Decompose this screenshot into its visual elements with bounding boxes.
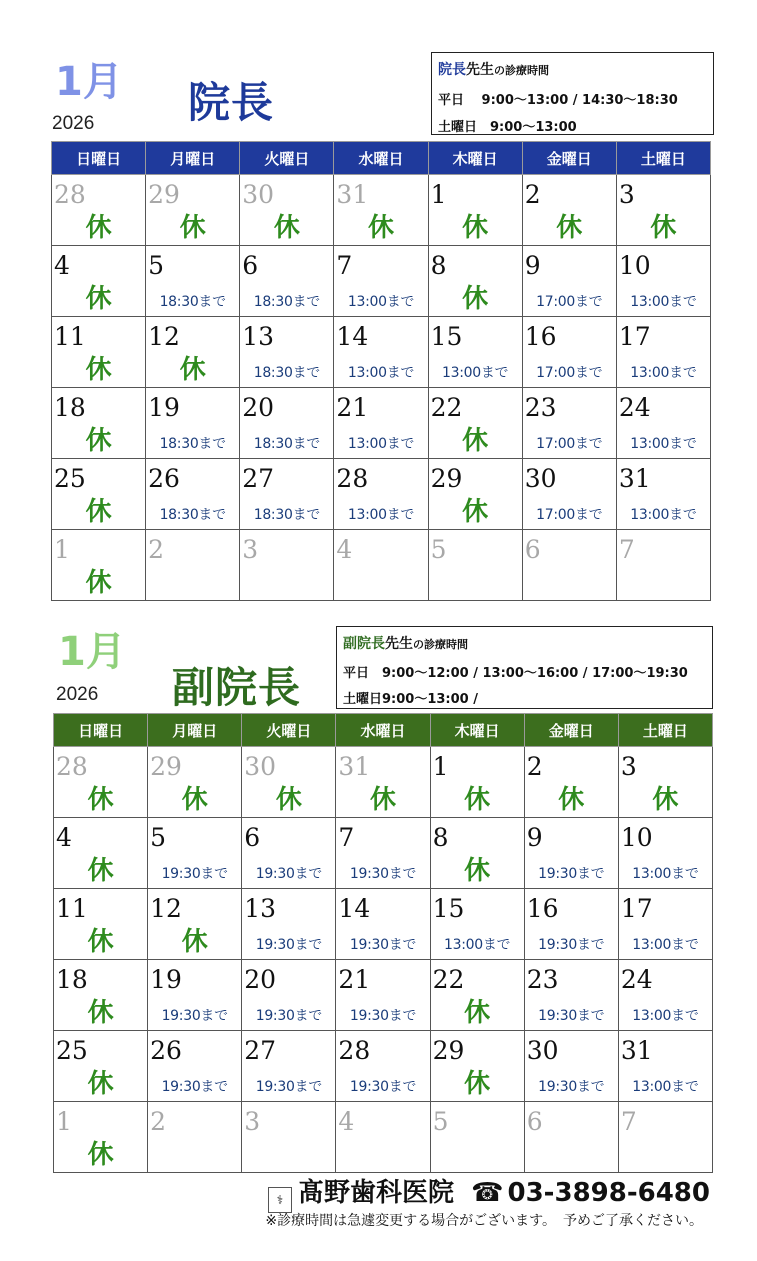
day-number: 25 bbox=[56, 1036, 88, 1065]
closing-time: 19:30まで bbox=[161, 1079, 228, 1095]
day-number: 2 bbox=[524, 180, 541, 209]
closing-time: 18:30まで bbox=[253, 365, 320, 381]
day-number: 19 bbox=[148, 393, 180, 422]
hours-info-rest-1: 先生 bbox=[466, 62, 494, 78]
closed-mark: 休 bbox=[464, 785, 491, 815]
day-cell bbox=[616, 388, 710, 459]
day-number: 12 bbox=[148, 322, 180, 351]
day-cell bbox=[242, 1031, 336, 1102]
closed-mark: 休 bbox=[87, 927, 114, 957]
day-cell bbox=[616, 175, 710, 246]
day-cell bbox=[430, 1031, 524, 1102]
weekday-header: 火曜日 bbox=[242, 714, 336, 747]
month-label-1: 1月 bbox=[55, 59, 123, 105]
closing-time: 19:30まで bbox=[349, 937, 417, 953]
closing-time: 13:00まで bbox=[632, 1079, 699, 1095]
schedule-note: ※診療時間は急遽変更する場合がございます。 予めご了承ください。 bbox=[265, 1213, 703, 1229]
day-cell bbox=[240, 317, 334, 388]
day-number: 22 bbox=[430, 393, 463, 422]
day-cell bbox=[428, 317, 522, 388]
day-cell bbox=[618, 960, 712, 1031]
hours-info-box-1 bbox=[431, 52, 714, 135]
day-cell bbox=[54, 1102, 148, 1173]
day-number: 27 bbox=[244, 1036, 277, 1065]
day-cell bbox=[54, 1031, 148, 1102]
day-number: 22 bbox=[432, 965, 465, 994]
closed-mark: 休 bbox=[369, 785, 396, 815]
doctor-title-1: 院長 bbox=[188, 78, 275, 127]
closing-time: 17:00まで bbox=[536, 294, 603, 310]
closed-mark: 休 bbox=[558, 785, 585, 815]
day-cell bbox=[430, 747, 524, 818]
closed-mark: 休 bbox=[87, 1069, 114, 1099]
day-cell bbox=[242, 889, 336, 960]
day-number: 1 bbox=[56, 1107, 72, 1136]
day-number: 2 bbox=[150, 1107, 167, 1136]
day-number: 1 bbox=[430, 180, 447, 209]
day-number: 21 bbox=[338, 965, 371, 994]
week-row bbox=[52, 530, 711, 601]
day-cell bbox=[240, 175, 334, 246]
day-number: 3 bbox=[618, 180, 635, 209]
day-number: 6 bbox=[526, 1107, 543, 1136]
day-number: 28 bbox=[338, 1036, 371, 1065]
day-cell bbox=[524, 747, 618, 818]
weekday-header-row bbox=[54, 714, 713, 747]
day-number: 24 bbox=[618, 393, 651, 422]
weekday-header: 日曜日 bbox=[52, 142, 146, 175]
phone-icon: ☎ bbox=[471, 1178, 504, 1208]
weekday-header-row bbox=[52, 142, 711, 175]
closed-mark: 休 bbox=[464, 998, 491, 1028]
day-cell bbox=[522, 530, 616, 601]
weekday-header: 木曜日 bbox=[428, 142, 522, 175]
day-number: 7 bbox=[336, 251, 353, 280]
day-cell bbox=[148, 1031, 242, 1102]
day-number: 16 bbox=[524, 322, 557, 351]
weekday-header: 水曜日 bbox=[334, 142, 428, 175]
closing-time: 13:00まで bbox=[347, 436, 415, 452]
day-cell bbox=[52, 246, 146, 317]
day-cell bbox=[146, 317, 240, 388]
closing-time: 13:00まで bbox=[444, 937, 511, 953]
day-number: 4 bbox=[54, 251, 70, 280]
closed-mark: 休 bbox=[179, 355, 206, 385]
day-number: 31 bbox=[618, 464, 651, 493]
hours-info-title-2 bbox=[343, 633, 468, 653]
clinic-phone[interactable]: 03-3898-6480 bbox=[507, 1178, 710, 1208]
day-number: 15 bbox=[432, 894, 465, 923]
day-cell bbox=[52, 317, 146, 388]
day-number: 1 bbox=[54, 535, 70, 564]
day-cell bbox=[430, 1102, 524, 1173]
day-number: 20 bbox=[244, 965, 277, 994]
day-cell bbox=[54, 889, 148, 960]
day-number: 2 bbox=[526, 752, 543, 781]
closed-mark: 休 bbox=[462, 426, 489, 456]
day-number: 3 bbox=[242, 535, 259, 564]
week-row bbox=[54, 818, 713, 889]
day-cell bbox=[522, 459, 616, 530]
week-row bbox=[52, 246, 711, 317]
day-cell bbox=[524, 960, 618, 1031]
day-number: 31 bbox=[620, 1036, 653, 1065]
day-number: 10 bbox=[620, 823, 653, 852]
day-number: 24 bbox=[620, 965, 653, 994]
day-number: 31 bbox=[336, 180, 369, 209]
day-cell bbox=[618, 1102, 712, 1173]
day-cell bbox=[522, 317, 616, 388]
closing-time: 13:00まで bbox=[347, 507, 415, 523]
hours-info-doctor-2: 副院長 bbox=[343, 636, 385, 652]
closed-mark: 休 bbox=[87, 1140, 114, 1170]
day-cell bbox=[146, 459, 240, 530]
day-cell bbox=[428, 459, 522, 530]
closed-mark: 休 bbox=[87, 785, 114, 815]
day-cell bbox=[336, 747, 430, 818]
day-number: 5 bbox=[148, 251, 165, 280]
day-number: 7 bbox=[338, 823, 355, 852]
closing-time: 19:30まで bbox=[538, 1008, 605, 1024]
closing-time: 18:30まで bbox=[253, 507, 320, 523]
closing-time: 18:30まで bbox=[253, 436, 320, 452]
day-cell bbox=[616, 530, 710, 601]
day-number: 8 bbox=[432, 823, 449, 852]
day-cell bbox=[242, 1102, 336, 1173]
closed-mark: 休 bbox=[650, 213, 677, 243]
day-cell bbox=[336, 818, 430, 889]
day-number: 6 bbox=[242, 251, 259, 280]
clinic-logo-icon: ⚕ bbox=[268, 1187, 292, 1213]
day-cell bbox=[240, 459, 334, 530]
weekday-header: 火曜日 bbox=[240, 142, 334, 175]
closing-time: 13:00まで bbox=[632, 937, 699, 953]
day-number: 8 bbox=[430, 251, 447, 280]
closing-time: 19:30まで bbox=[161, 1008, 228, 1024]
day-cell bbox=[334, 530, 428, 601]
day-cell bbox=[52, 459, 146, 530]
closed-mark: 休 bbox=[275, 785, 302, 815]
day-cell bbox=[52, 388, 146, 459]
day-cell bbox=[428, 388, 522, 459]
day-number: 31 bbox=[338, 752, 371, 781]
clinic-name: 髙野歯科医院 bbox=[298, 1178, 455, 1208]
day-number: 11 bbox=[56, 894, 88, 923]
week-row bbox=[54, 1031, 713, 1102]
day-cell bbox=[146, 388, 240, 459]
closed-mark: 休 bbox=[85, 568, 112, 598]
day-number: 21 bbox=[336, 393, 369, 422]
day-cell bbox=[334, 175, 428, 246]
day-cell bbox=[146, 246, 240, 317]
day-number: 13 bbox=[242, 322, 275, 351]
closing-time: 19:30まで bbox=[255, 1008, 322, 1024]
day-number: 20 bbox=[242, 393, 275, 422]
closing-time: 18:30まで bbox=[159, 294, 226, 310]
day-cell bbox=[52, 530, 146, 601]
closing-time: 17:00まで bbox=[536, 365, 603, 381]
closing-time: 13:00まで bbox=[347, 365, 415, 381]
day-cell bbox=[618, 1031, 712, 1102]
day-cell bbox=[148, 818, 242, 889]
day-number: 12 bbox=[150, 894, 182, 923]
closing-time: 13:00まで bbox=[347, 294, 415, 310]
clinic-footer bbox=[268, 1172, 710, 1213]
day-cell bbox=[522, 388, 616, 459]
hours-info-doctor-1: 院長 bbox=[438, 62, 466, 78]
day-number: 26 bbox=[148, 464, 180, 493]
day-number: 4 bbox=[56, 823, 72, 852]
day-number: 25 bbox=[54, 464, 86, 493]
hours-info-rest-2: 先生 bbox=[385, 636, 413, 652]
closing-time: 13:00まで bbox=[632, 866, 699, 882]
closing-time: 13:00まで bbox=[630, 365, 697, 381]
closed-mark: 休 bbox=[87, 856, 114, 886]
day-number: 14 bbox=[338, 894, 371, 923]
day-number: 29 bbox=[430, 464, 463, 493]
hours-info-line: 土曜日9:00〜13:00 / bbox=[343, 692, 478, 707]
week-row bbox=[54, 889, 713, 960]
weekday-header: 木曜日 bbox=[430, 714, 524, 747]
week-row bbox=[54, 747, 713, 818]
day-number: 4 bbox=[336, 535, 353, 564]
day-cell bbox=[522, 175, 616, 246]
day-cell bbox=[618, 889, 712, 960]
day-number: 6 bbox=[524, 535, 541, 564]
day-cell bbox=[428, 246, 522, 317]
closing-time: 19:30まで bbox=[349, 866, 417, 882]
weekday-header: 土曜日 bbox=[618, 714, 712, 747]
closed-mark: 休 bbox=[181, 785, 208, 815]
closed-mark: 休 bbox=[85, 497, 112, 527]
day-cell bbox=[242, 960, 336, 1031]
day-cell bbox=[334, 246, 428, 317]
day-number: 14 bbox=[336, 322, 369, 351]
day-cell bbox=[336, 1031, 430, 1102]
day-number: 29 bbox=[150, 752, 182, 781]
day-cell bbox=[242, 818, 336, 889]
day-cell bbox=[336, 889, 430, 960]
day-cell bbox=[240, 246, 334, 317]
week-row bbox=[52, 175, 711, 246]
calendar-table-2 bbox=[53, 713, 713, 1173]
day-number: 26 bbox=[150, 1036, 182, 1065]
week-row bbox=[54, 1102, 713, 1173]
day-cell bbox=[428, 175, 522, 246]
closed-mark: 休 bbox=[462, 213, 489, 243]
closed-mark: 休 bbox=[181, 927, 208, 957]
day-cell bbox=[336, 1102, 430, 1173]
day-number: 10 bbox=[618, 251, 651, 280]
day-number: 16 bbox=[526, 894, 559, 923]
closing-time: 19:30まで bbox=[161, 866, 228, 882]
closed-mark: 休 bbox=[179, 213, 206, 243]
week-row bbox=[52, 388, 711, 459]
day-number: 7 bbox=[618, 535, 635, 564]
weekday-header: 日曜日 bbox=[54, 714, 148, 747]
week-row bbox=[54, 960, 713, 1031]
closing-time: 13:00まで bbox=[630, 507, 697, 523]
day-number: 30 bbox=[244, 752, 277, 781]
closing-time: 19:30まで bbox=[349, 1079, 417, 1095]
hours-info-line: 平日 9:00〜13:00 / 14:30〜18:30 bbox=[438, 93, 678, 108]
closing-time: 19:30まで bbox=[538, 937, 605, 953]
year-label-1: 2026 bbox=[52, 113, 95, 134]
day-cell bbox=[334, 459, 428, 530]
hours-info-box-2 bbox=[336, 626, 713, 709]
day-cell bbox=[334, 317, 428, 388]
year-label-2: 2026 bbox=[56, 684, 99, 705]
day-cell bbox=[618, 747, 712, 818]
day-number: 28 bbox=[336, 464, 369, 493]
closed-mark: 休 bbox=[85, 213, 112, 243]
day-cell bbox=[52, 175, 146, 246]
day-cell bbox=[430, 960, 524, 1031]
day-number: 19 bbox=[150, 965, 182, 994]
day-cell bbox=[54, 747, 148, 818]
day-cell bbox=[618, 818, 712, 889]
day-cell bbox=[428, 530, 522, 601]
doctor-title-2: 副院長 bbox=[172, 663, 302, 712]
day-cell bbox=[240, 530, 334, 601]
day-cell bbox=[146, 530, 240, 601]
weekday-header: 土曜日 bbox=[616, 142, 710, 175]
day-number: 29 bbox=[148, 180, 180, 209]
day-number: 28 bbox=[54, 180, 86, 209]
closing-time: 13:00まで bbox=[632, 1008, 699, 1024]
closing-time: 17:00まで bbox=[536, 436, 603, 452]
day-number: 29 bbox=[432, 1036, 465, 1065]
day-number: 2 bbox=[148, 535, 165, 564]
day-number: 17 bbox=[618, 322, 651, 351]
weekday-header: 金曜日 bbox=[522, 142, 616, 175]
weekday-header: 月曜日 bbox=[148, 714, 242, 747]
day-number: 11 bbox=[54, 322, 86, 351]
closing-time: 18:30まで bbox=[253, 294, 320, 310]
hours-info-title-1 bbox=[438, 59, 549, 79]
day-number: 3 bbox=[244, 1107, 261, 1136]
month-label-2: 1月 bbox=[58, 629, 126, 675]
day-cell bbox=[148, 1102, 242, 1173]
closed-mark: 休 bbox=[87, 998, 114, 1028]
day-number: 30 bbox=[524, 464, 557, 493]
closed-mark: 休 bbox=[464, 856, 491, 886]
closing-time: 17:00まで bbox=[536, 507, 603, 523]
day-cell bbox=[524, 818, 618, 889]
weekday-header: 月曜日 bbox=[146, 142, 240, 175]
closed-mark: 休 bbox=[273, 213, 300, 243]
closed-mark: 休 bbox=[462, 284, 489, 314]
closed-mark: 休 bbox=[85, 355, 112, 385]
calendar-table-1 bbox=[51, 141, 711, 601]
closing-time: 13:00まで bbox=[630, 294, 697, 310]
day-cell bbox=[430, 818, 524, 889]
week-row bbox=[52, 317, 711, 388]
hours-info-line: 平日 9:00〜12:00 / 13:00〜16:00 / 17:00〜19:30 bbox=[343, 666, 688, 681]
day-cell bbox=[54, 818, 148, 889]
day-number: 30 bbox=[242, 180, 275, 209]
closed-mark: 休 bbox=[464, 1069, 491, 1099]
closing-time: 19:30まで bbox=[538, 866, 605, 882]
closed-mark: 休 bbox=[367, 213, 394, 243]
day-number: 5 bbox=[150, 823, 167, 852]
day-number: 9 bbox=[524, 251, 541, 280]
day-number: 1 bbox=[432, 752, 449, 781]
day-cell bbox=[148, 747, 242, 818]
closing-time: 13:00まで bbox=[442, 365, 509, 381]
closed-mark: 休 bbox=[85, 426, 112, 456]
day-number: 13 bbox=[244, 894, 277, 923]
day-cell bbox=[148, 960, 242, 1031]
day-cell bbox=[430, 889, 524, 960]
closing-time: 19:30まで bbox=[255, 937, 322, 953]
day-number: 28 bbox=[56, 752, 88, 781]
day-number: 6 bbox=[244, 823, 261, 852]
closing-time: 19:30まで bbox=[255, 866, 322, 882]
closing-time: 18:30まで bbox=[159, 507, 226, 523]
hours-info-small-2: の診療時間 bbox=[413, 638, 468, 651]
day-cell bbox=[522, 246, 616, 317]
day-cell bbox=[616, 459, 710, 530]
day-cell bbox=[54, 960, 148, 1031]
day-cell bbox=[336, 960, 430, 1031]
day-number: 15 bbox=[430, 322, 463, 351]
weekday-header: 水曜日 bbox=[336, 714, 430, 747]
weekday-header: 金曜日 bbox=[524, 714, 618, 747]
day-number: 7 bbox=[620, 1107, 637, 1136]
day-number: 5 bbox=[430, 535, 447, 564]
day-number: 5 bbox=[432, 1107, 449, 1136]
day-cell bbox=[242, 747, 336, 818]
day-number: 4 bbox=[338, 1107, 355, 1136]
closed-mark: 休 bbox=[462, 497, 489, 527]
closing-time: 13:00まで bbox=[630, 436, 697, 452]
day-number: 23 bbox=[524, 393, 557, 422]
day-number: 27 bbox=[242, 464, 275, 493]
day-cell bbox=[616, 246, 710, 317]
day-number: 3 bbox=[620, 752, 637, 781]
day-cell bbox=[524, 889, 618, 960]
hours-info-small-1: の診療時間 bbox=[494, 64, 549, 77]
week-row bbox=[52, 459, 711, 530]
day-cell bbox=[146, 175, 240, 246]
closing-time: 18:30まで bbox=[159, 436, 226, 452]
day-cell bbox=[524, 1031, 618, 1102]
day-number: 23 bbox=[526, 965, 559, 994]
day-cell bbox=[524, 1102, 618, 1173]
closing-time: 19:30まで bbox=[349, 1008, 417, 1024]
closing-time: 19:30まで bbox=[538, 1079, 605, 1095]
day-number: 18 bbox=[54, 393, 86, 422]
closed-mark: 休 bbox=[85, 284, 112, 314]
day-cell bbox=[240, 388, 334, 459]
day-cell bbox=[148, 889, 242, 960]
day-cell bbox=[616, 317, 710, 388]
day-number: 9 bbox=[526, 823, 543, 852]
closing-time: 19:30まで bbox=[255, 1079, 322, 1095]
day-cell bbox=[334, 388, 428, 459]
closed-mark: 休 bbox=[652, 785, 679, 815]
closed-mark: 休 bbox=[556, 213, 583, 243]
day-number: 30 bbox=[526, 1036, 559, 1065]
day-number: 17 bbox=[620, 894, 653, 923]
hours-info-line: 土曜日 9:00〜13:00 bbox=[438, 120, 577, 135]
day-number: 18 bbox=[56, 965, 88, 994]
